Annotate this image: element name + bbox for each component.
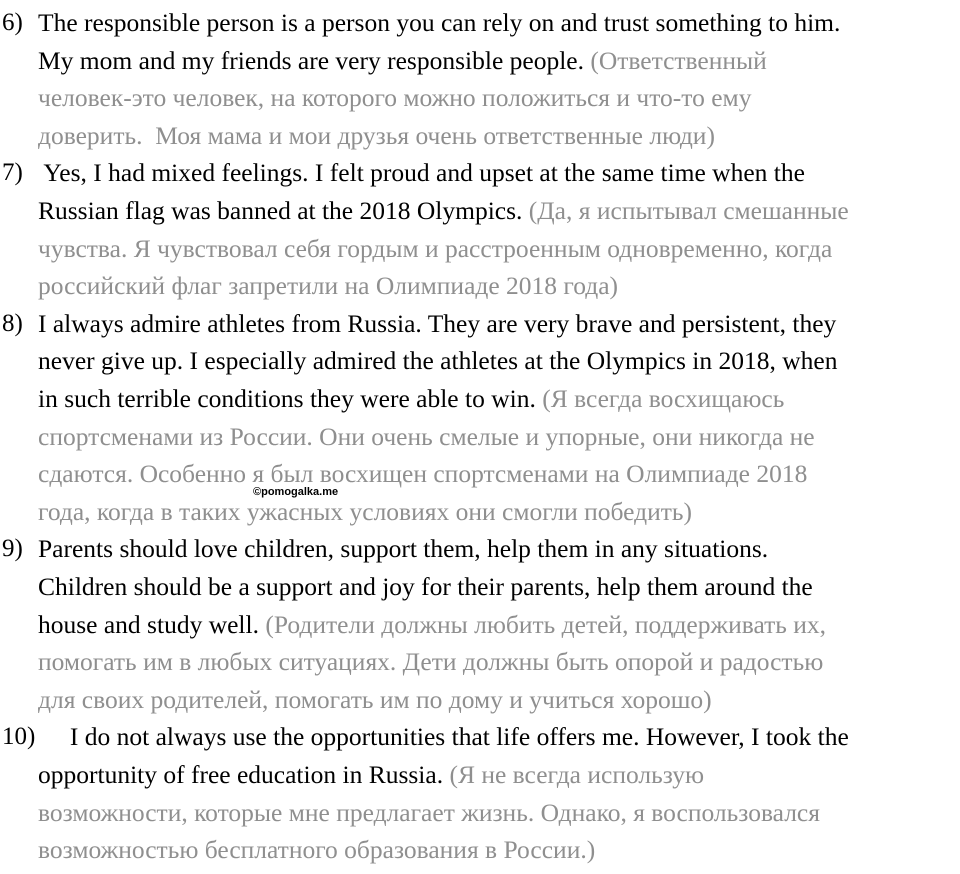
text-line bbox=[38, 418, 815, 456]
item-number: 8) bbox=[2, 309, 23, 337]
item-number: 6) bbox=[2, 9, 23, 36]
english-answer-text: Parents should love children, support them, help them in any situations. bbox=[38, 534, 769, 564]
english-answer-text: I always admire athletes from Russia. They are very brave and persistent, they bbox=[38, 308, 837, 338]
russian-translation-text: для своих родителей, помогать им по дому и учиться хорошо) bbox=[38, 684, 712, 714]
text-line bbox=[38, 154, 805, 192]
text-line bbox=[38, 230, 832, 268]
text-line bbox=[38, 606, 826, 644]
text-line bbox=[38, 568, 813, 606]
russian-translation-text: (Я не всегда использую bbox=[449, 759, 705, 789]
text-line bbox=[38, 756, 704, 794]
item-number: 7) bbox=[2, 159, 23, 187]
russian-translation-text: доверить. Моя мама и мои друзья очень ответственные люди) bbox=[38, 120, 715, 150]
english-answer-text: opportunity of free education in Russia. bbox=[38, 759, 450, 789]
text-line bbox=[38, 794, 820, 832]
text-line bbox=[38, 530, 768, 568]
watermark: ©pomogalka.me bbox=[253, 486, 339, 498]
item-number: 9) bbox=[2, 535, 23, 563]
text-line bbox=[38, 380, 784, 418]
russian-translation-text: года, когда в таких ужасных условиях они смогли победить) bbox=[38, 496, 693, 526]
text-line bbox=[38, 4, 840, 42]
english-answer-text: Russian flag was banned at the 2018 Olympics. bbox=[38, 195, 529, 225]
text-line bbox=[38, 831, 595, 869]
russian-translation-text: возможностью бесплатного образования в России.) bbox=[38, 835, 596, 865]
russian-translation-text: чувства. Я чувствовал себя гордым и расстроенным одновременно, когда bbox=[38, 233, 833, 263]
russian-translation-text: (Родители должны любить детей, поддерживать их, bbox=[265, 609, 827, 639]
russian-translation-text: сдаются. Особенно я был восхищен спортсменами на Олимпиаде 2018 bbox=[38, 459, 808, 489]
english-answer-text: I do not always use the opportunities that life offers me. However, I took the bbox=[38, 722, 849, 752]
text-line bbox=[38, 455, 807, 493]
english-answer-text: My mom and my friends are very responsible people. bbox=[38, 45, 591, 75]
item-number: 10) bbox=[2, 723, 36, 751]
text-line bbox=[38, 718, 849, 756]
text-line bbox=[38, 643, 823, 681]
text-line bbox=[38, 342, 837, 380]
text-line bbox=[38, 681, 712, 719]
russian-translation-text: (Да, я испытывал смешанные bbox=[528, 195, 849, 225]
russian-translation-text: человек-это человек, на которого можно положиться и что-то ему bbox=[38, 83, 752, 113]
english-answer-text: in such terrible conditions they were able to win. bbox=[38, 383, 543, 413]
russian-translation-text: (Я всегда восхищаюсь bbox=[542, 383, 785, 413]
text-line bbox=[38, 305, 836, 343]
english-answer-text: house and study well. bbox=[38, 609, 266, 639]
russian-translation-text: спортсменами из России. Они очень смелые и упорные, они никогда не bbox=[38, 421, 815, 451]
text-line bbox=[38, 79, 751, 117]
text-line bbox=[38, 192, 849, 230]
english-answer-text: Yes, I had mixed feelings. I felt proud and upset at the same time when the bbox=[38, 158, 805, 188]
russian-translation-text: возможности, которые мне предлагает жизнь. Однако, я воспользовался bbox=[38, 797, 820, 827]
text-line bbox=[38, 493, 692, 531]
russian-translation-text: помогать им в любых ситуациях. Дети должны быть опорой и радостью bbox=[38, 647, 824, 677]
text-line bbox=[38, 42, 767, 80]
english-answer-text: Children should be a support and joy for their parents, help them around the bbox=[38, 571, 813, 601]
english-answer-text: never give up. I especially admired the athletes at the Olympics in 2018, when bbox=[38, 346, 838, 376]
russian-translation-text: (Ответственный bbox=[590, 45, 767, 75]
russian-translation-text: российский флаг запретили на Олимпиаде 2018 года) bbox=[38, 271, 619, 301]
english-answer-text: The responsible person is a person you can rely on and trust something to him. bbox=[38, 8, 841, 37]
text-line bbox=[38, 117, 715, 155]
text-line bbox=[38, 267, 618, 305]
